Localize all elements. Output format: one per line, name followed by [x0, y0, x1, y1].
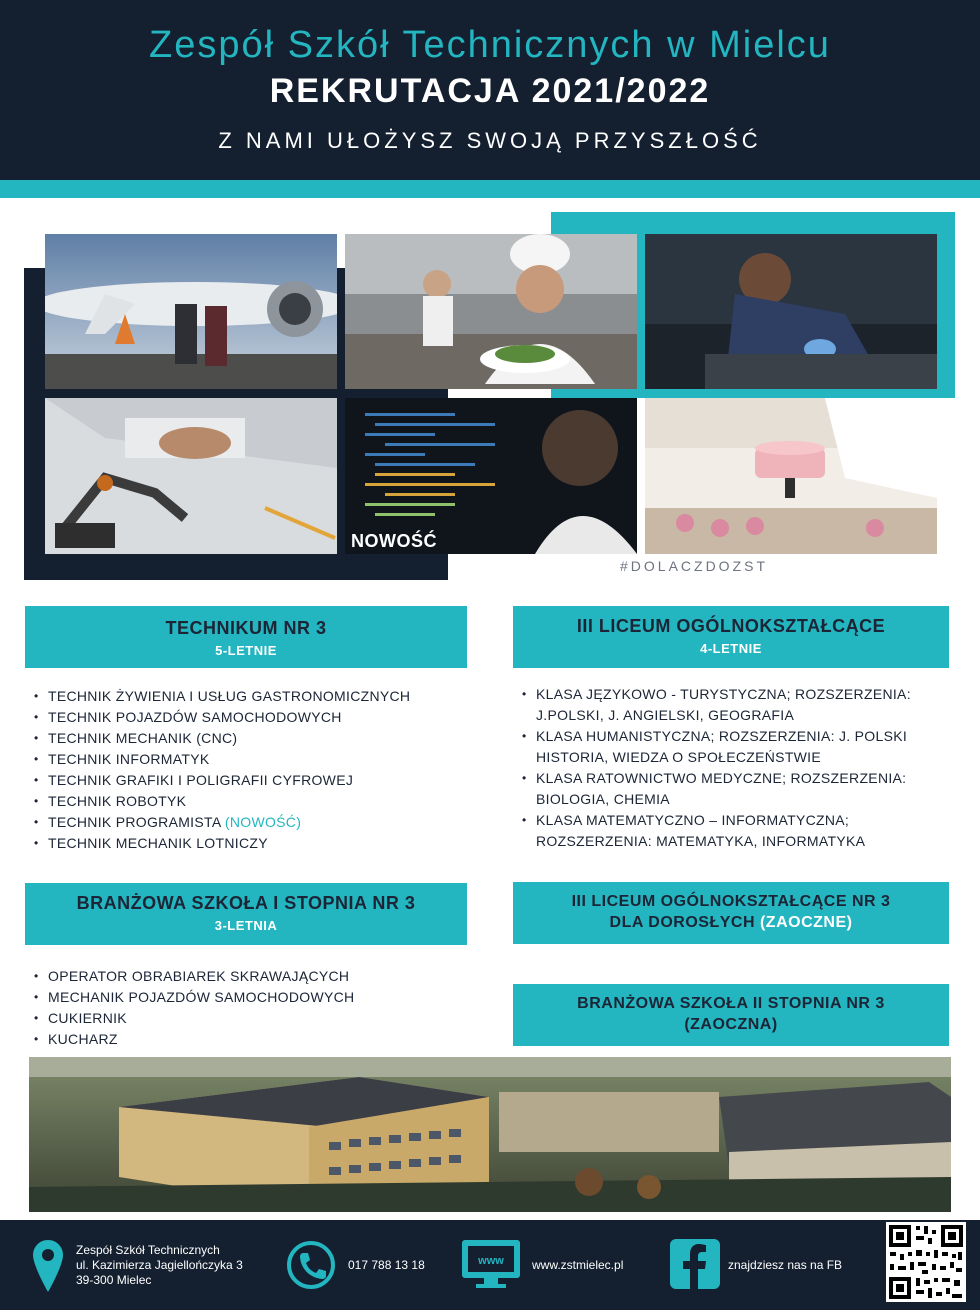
new-badge: (NOWOŚĆ) [224, 814, 302, 830]
facebook-icon [670, 1239, 720, 1289]
liceum-adults-mode: (ZAOCZNE) [759, 914, 853, 931]
liceum-duration: 4-LETNIE [700, 641, 762, 656]
qr-code-icon[interactable] [886, 1222, 966, 1302]
www-monitor-icon [460, 1238, 522, 1290]
header-accent-bar [0, 180, 980, 198]
list-item: • MECHANIK POJAZDÓW SAMOCHODOWYCH [34, 987, 474, 1008]
www-icon-text: www [478, 1255, 504, 1267]
programmer-label: TECHNIK PROGRAMISTA [48, 814, 221, 830]
phone-number[interactable]: 017 788 13 18 [348, 1258, 425, 1272]
liceum-classes-list [522, 684, 942, 852]
address-line2: ul. Kazimierza Jagiellończyka 3 [76, 1258, 243, 1272]
school-name: Zespół Szkół Technicznych w Mielcu [149, 24, 831, 66]
photo-pastry-chef-cake [645, 398, 937, 554]
list-item: • TECHNIK POJAZDÓW SAMOCHODOWYCH [34, 707, 474, 728]
list-item: • KUCHARZ [34, 1029, 474, 1050]
list-item: • TECHNIK MECHANIK LOTNICZY [34, 833, 474, 854]
branzowa2-header [513, 984, 949, 1046]
location-pin-icon [33, 1240, 63, 1292]
new-program-label: NOWOŚĆ [351, 531, 437, 551]
branzowa1-header [25, 883, 467, 945]
branzowa2-title: BRANŻOWA SZKOŁA II STOPNIA NR 3 [577, 995, 885, 1012]
address-line3: 39-300 Mielec [76, 1273, 152, 1287]
branzowa1-duration: 3-LETNIA [214, 918, 278, 933]
header-banner [0, 0, 980, 180]
recruitment-title: REKRUTACJA 2021/2022 [269, 72, 711, 110]
list-item: • KLASA MATEMATYCZNO – INFORMATYCZNA; ROZSZERZENIA: MATEMATYKA, INFORMATYKA [522, 810, 942, 852]
list-item: • TECHNIK ROBOTYK [34, 791, 474, 812]
phone-icon [286, 1240, 336, 1290]
branzowa2-mode: (ZAOCZNA) [684, 1016, 778, 1033]
photo-school-aerial [29, 1057, 951, 1212]
hashtag: #DOLACZDOZST [620, 558, 769, 574]
list-item: • TECHNIK GRAFIKI I POLIGRAFII CYFROWEJ [34, 770, 474, 791]
liceum-adults-target: DLA DOROSŁYCH [609, 914, 756, 931]
technikum-title: TECHNIKUM NR 3 [165, 618, 327, 638]
photo-robot-arm-laptop [45, 398, 337, 554]
liceum-header [513, 606, 949, 668]
list-item: • KLASA JĘZYKOWO - TURYSTYCZNA; ROZSZERZENIA: J.POLSKI, J. ANGIELSKI, GEOGRAFIA [522, 684, 942, 726]
website-link[interactable]: www.zstmielec.pl [532, 1258, 624, 1272]
slogan: Z NAMI UŁOŻYSZ SWOJĄ PRZYSZŁOŚĆ [218, 128, 762, 153]
liceum-title: III LICEUM OGÓLNOKSZTAŁCĄCE [576, 616, 886, 636]
list-item: • CUKIERNIK [34, 1008, 474, 1029]
liceum-adults-subtitle [513, 912, 949, 933]
photo-car-mechanic [645, 234, 937, 389]
liceum-adults-header [513, 882, 949, 944]
liceum-adults-title: III LICEUM OGÓLNOKSZTAŁCĄCE NR 3 [571, 893, 891, 910]
branzowa1-title: BRANŻOWA SZKOŁA I STOPNIA NR 3 [76, 893, 416, 913]
technikum-header [25, 606, 467, 668]
list-item: • KLASA RATOWNICTWO MEDYCZNE; ROZSZERZENIA: BIOLOGIA, CHEMIA [522, 768, 942, 810]
list-item: • TECHNIK ŻYWIENIA I USŁUG GASTRONOMICZNYCH [34, 686, 474, 707]
list-item: • TECHNIK INFORMATYK [34, 749, 474, 770]
technikum-duration: 5-LETNIE [215, 643, 277, 658]
list-item: • OPERATOR OBRABIAREK SKRAWAJĄCYCH [34, 966, 474, 987]
list-item: • KLASA HUMANISTYCZNA; ROZSZERZENIA: J. POLSKI HISTORIA, WIEDZA O SPOŁECZEŃSTWIE [522, 726, 942, 768]
technikum-programs-list [34, 686, 474, 854]
address-block [76, 1243, 243, 1288]
facebook-link[interactable]: znajdziesz nas na FB [728, 1258, 843, 1272]
list-item: • TECHNIK MECHANIK (CNC) [34, 728, 474, 749]
branzowa1-programs-list [34, 966, 474, 1050]
list-item-programmer [34, 812, 474, 833]
photo-chef-with-salad [345, 234, 637, 389]
address-line1: Zespół Szkół Technicznych [76, 1243, 220, 1257]
photo-aircraft-mechanics [45, 234, 337, 389]
